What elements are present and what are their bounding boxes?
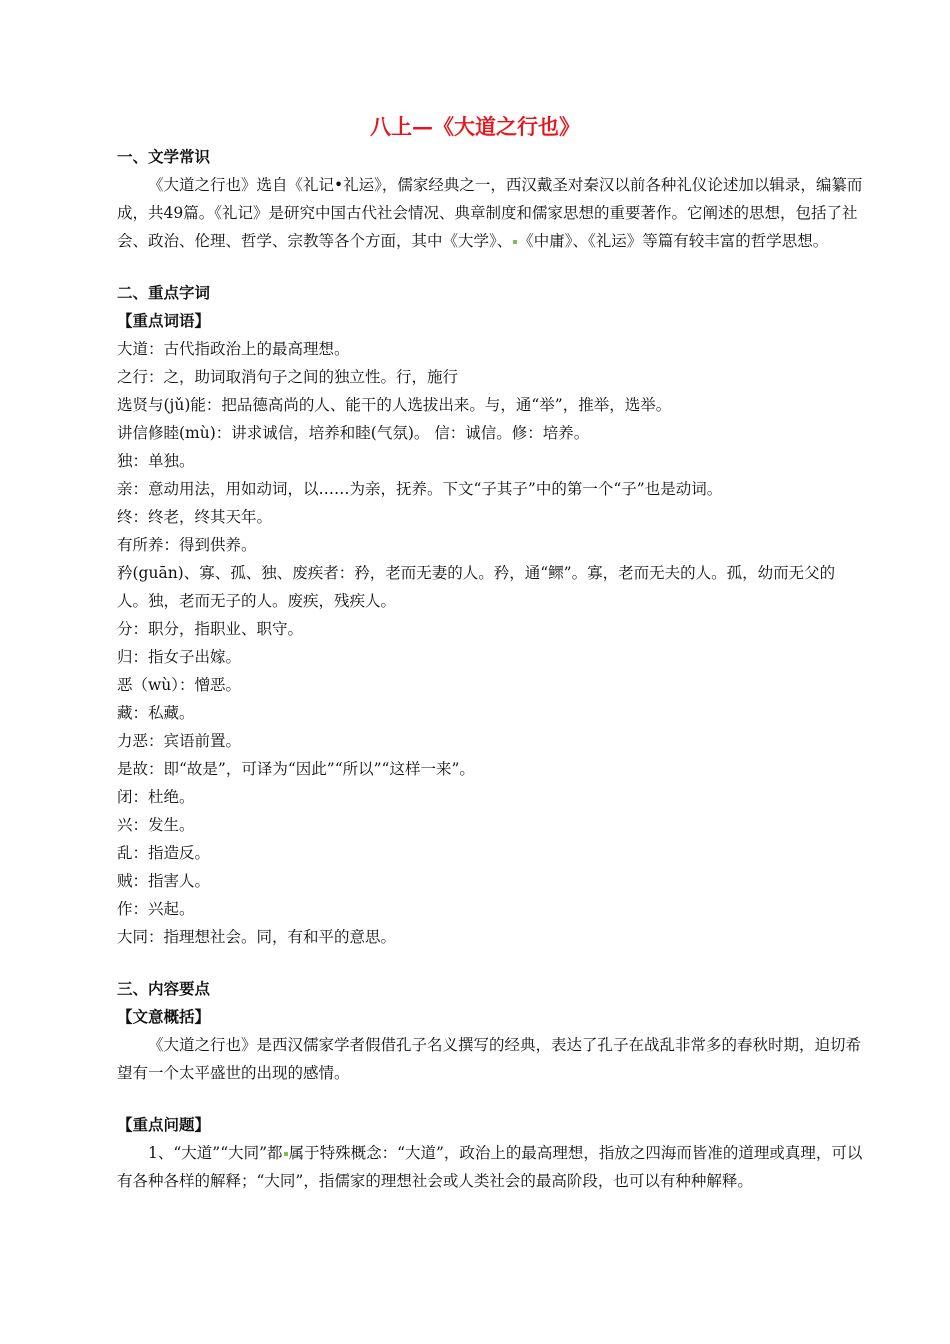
subheading-key-questions: 【重点问题】 [117,1115,211,1134]
vocab-item: 亲：意动用法，用如动词，以……为亲，抚养。下文“子其子”中的第一个“子”也是动词。 [117,480,723,498]
question-paragraph [117,1139,863,1195]
vocab-item: 终：终老，终其天年。 [117,508,273,526]
document-body [117,143,863,1195]
vocab-item: 大同：指理想社会。同，有和平的意思。 [117,928,397,946]
vocab-item: 选贤与(jǔ)能：把品德高尚的人、能干的人选拔出来。与，通“举”，推举，选举。 [117,396,672,414]
question-text-1: 1、“大道”“大同”都 [148,1144,283,1162]
vocab-item: 讲信修睦(mù)：讲求诚信，培养和睦(气氛)。 信：诚信。修：培养。 [117,424,590,442]
section-heading-literature: 一、文学常识 [117,147,211,166]
vocab-item: 兴：发生。 [117,816,195,834]
green-mark-icon [284,1152,288,1156]
vocab-item: 闭：杜绝。 [117,788,195,806]
vocab-item: 藏：私藏。 [117,704,195,722]
vocab-item: 独：单独。 [117,452,195,470]
vocab-item: 归：指女子出嫁。 [117,648,242,666]
page-title: 八上—《大道之行也》 [370,114,580,139]
summary-paragraph: 《大道之行也》是西汉儒家学者假借孔子名义撰写的经典，表达了孔子在战乱非常多的春秋时期，迫切希望有一个太平盛世的出现的感情。 [117,1036,862,1082]
literature-text-2: 《中庸》、《礼运》等篇有较丰富的哲学思想。 [518,232,829,250]
vocab-item: 分：职分，指职业、职守。 [117,620,304,638]
vocab-item: 大道：古代指政治上的最高理想。 [117,340,350,358]
vocab-item: 之行：之，助词取消句子之间的独立性。行，施行 [117,368,459,386]
vocab-item: 恶（wù）：憎恶。 [117,676,242,694]
vocab-item: 贼：指害人。 [117,872,211,890]
green-mark-icon [513,240,517,244]
section-heading-content: 三、内容要点 [117,979,211,998]
subheading-summary: 【文意概括】 [117,1007,211,1026]
vocab-item: 乱：指造反。 [117,844,211,862]
vocab-item: 作：兴起。 [117,900,195,918]
section-heading-vocabulary: 二、重点字词 [117,283,211,302]
literature-text-1: 《大道之行也》选自《礼记•礼运》，儒家经典之一，西汉戴圣对秦汉以前各种礼仪论述加以辑录，编纂而成，共49篇。《礼记》是研究中国古代社会情况、典章制度和儒家思想的重要著作。它阐述的思想，包括了社会、政治、伦理、哲学、宗教等各个方面，其中《大学》、 [117,176,863,250]
literature-paragraph [117,171,863,255]
vocab-item: 是故：即“故是”，可译为“因此”“所以”“这样一来”。 [117,760,475,778]
vocab-item: 力恶：宾语前置。 [117,732,242,750]
question-text-2: 属于特殊概念：“大道”，政治上的最高理想，指放之四海而皆准的道理或真理，可以有各种各样的解释；“大同”，指儒家的理想社会或人类社会的最高阶段，也可以有种种解释。 [117,1144,863,1190]
vocab-item: 有所养：得到供养。 [117,536,257,554]
vocab-item: 矜(guān)、寡、孤、独、废疾者：矜，老而无妻的人。矜，通“鳏”。寡，老而无夫的人。孤，幼而无父的人。独，老而无子的人。废疾，残疾人。 [117,564,836,610]
subheading-key-words: 【重点词语】 [117,311,211,330]
